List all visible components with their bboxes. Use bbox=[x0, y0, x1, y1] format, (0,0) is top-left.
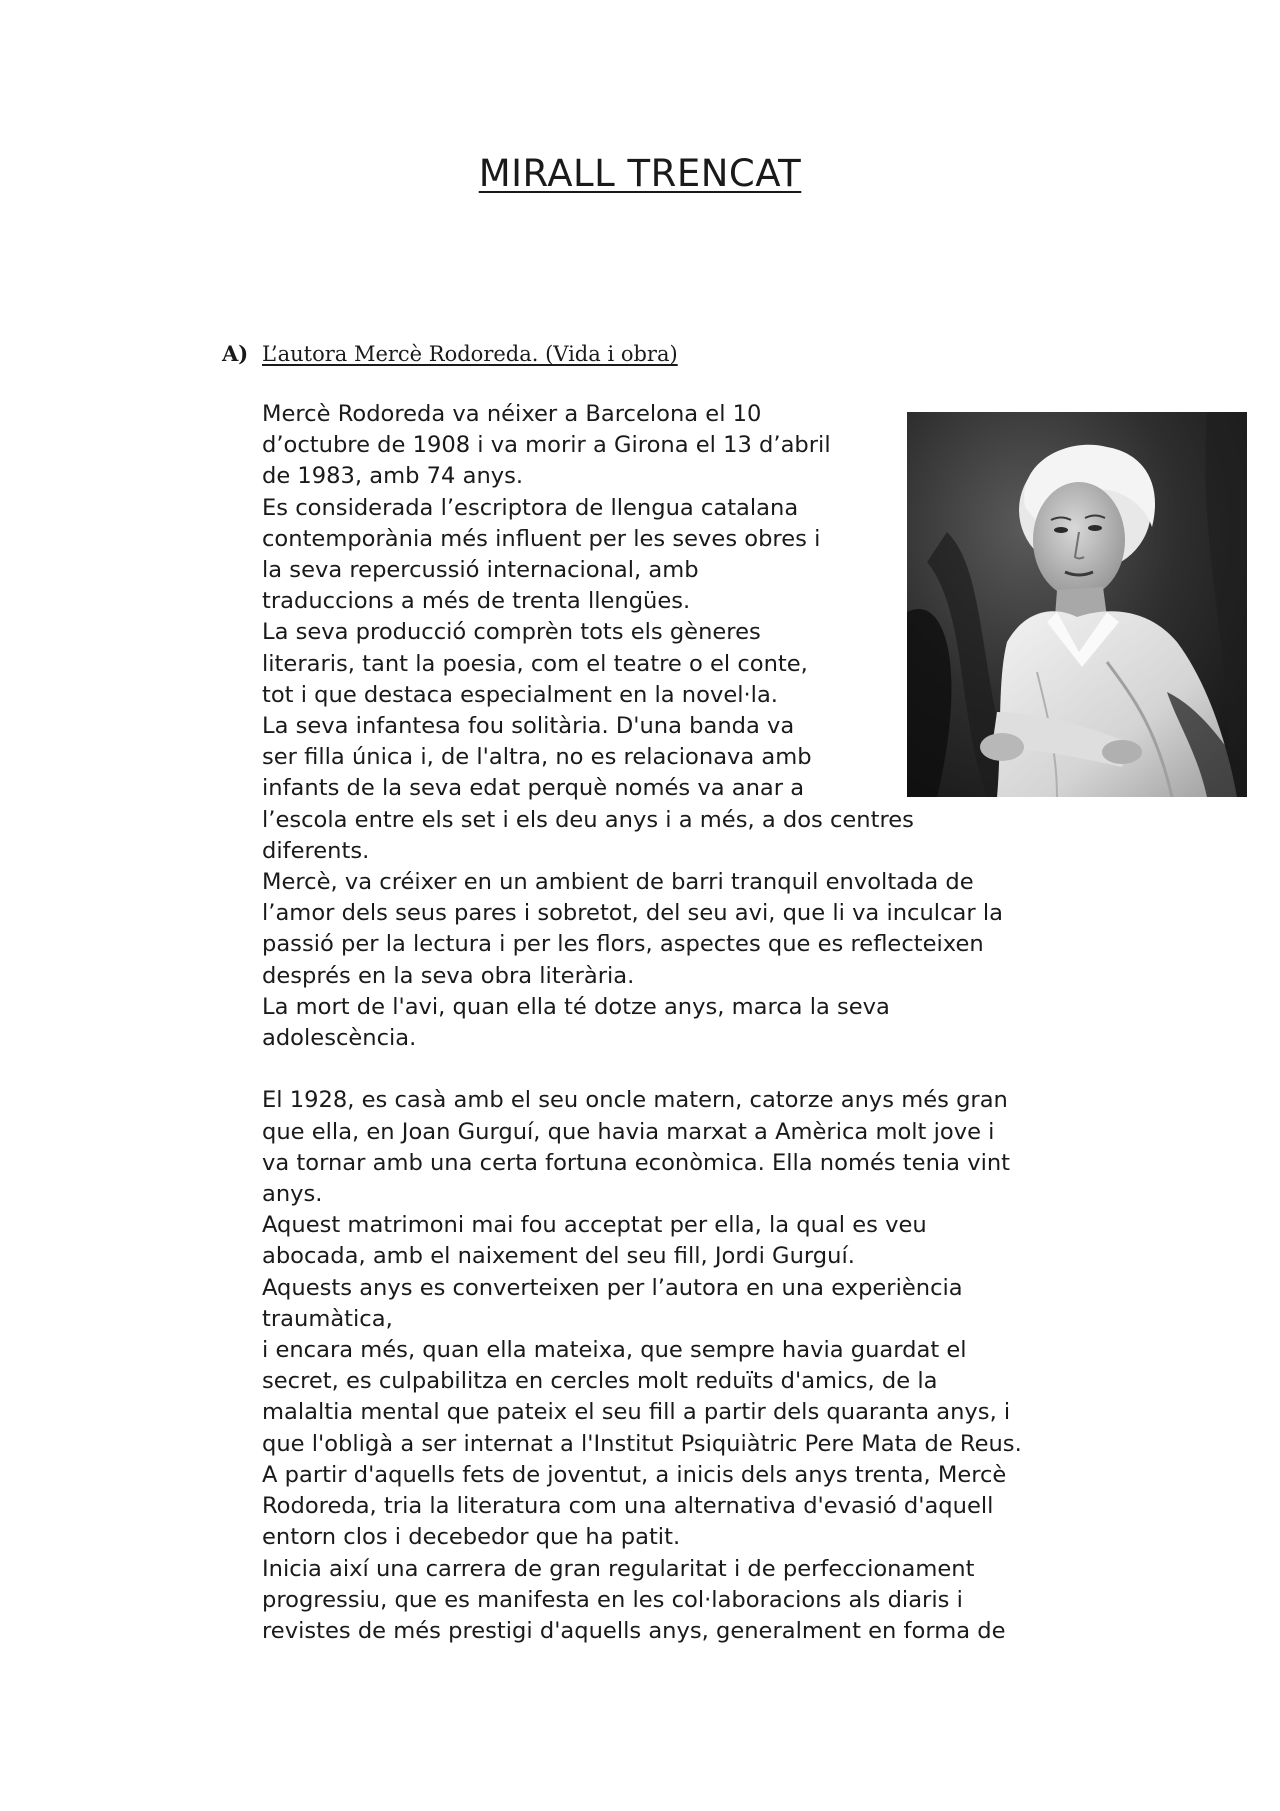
text-line: i encara més, quan ella mateixa, que sempre havia guardat el bbox=[262, 1337, 967, 1364]
text-line: d’octubre de 1908 i va morir a Girona el 13 d’abril bbox=[262, 432, 831, 459]
text-line: A partir d'aquells fets de joventut, a inicis dels anys trenta, Mercè bbox=[262, 1461, 1007, 1488]
section-heading-text: L’autora Mercè Rodoreda. (Vida i obra) bbox=[262, 342, 678, 366]
text-line: secret, es culpabilitza en cercles molt reduïts d'amics, de la bbox=[262, 1368, 938, 1395]
text-line: El 1928, es casà amb el seu oncle matern, catorze anys més gran bbox=[262, 1087, 1008, 1114]
text-line: Inicia així una carrera de gran regularitat i de perfeccionament bbox=[262, 1555, 975, 1582]
text-line: literaris, tant la poesia, com el teatre o el conte, bbox=[262, 650, 808, 677]
text-line: Mercè, va créixer en un ambient de barri tranquil envoltada de bbox=[262, 869, 974, 896]
text-line: la seva repercussió internacional, amb bbox=[262, 557, 699, 584]
text-line: adolescència. bbox=[262, 1025, 417, 1052]
text-line: l’escola entre els set i els deu anys i a més, a dos centres bbox=[262, 806, 914, 833]
text-line: Aquest matrimoni mai fou acceptat per ella, la qual es veu bbox=[262, 1212, 927, 1239]
text-line: La mort de l'avi, quan ella té dotze anys, marca la seva bbox=[262, 993, 890, 1020]
text-line: anys. bbox=[262, 1181, 323, 1208]
body-text bbox=[262, 399, 1132, 1647]
text-line: l’amor dels seus pares i sobretot, del seu avi, que li va inculcar la bbox=[262, 900, 1003, 927]
text-line: ser filla única i, de l'altra, no es relacionava amb bbox=[262, 744, 812, 771]
text-line: Mercè Rodoreda va néixer a Barcelona el 10 bbox=[262, 401, 762, 427]
text-line: entorn clos i decebedor que ha patit. bbox=[262, 1524, 681, 1551]
paragraph-break bbox=[262, 1054, 1132, 1085]
text-line: abocada, amb el naixement del seu fill, Jordi Gurguí. bbox=[262, 1243, 855, 1270]
text-line: passió per la lectura i per les flors, aspectes que es reflecteixen bbox=[262, 931, 984, 958]
text-line: La seva infantesa fou solitària. D'una banda va bbox=[262, 713, 795, 740]
text-line: diferents. bbox=[262, 837, 370, 864]
text-line: traduccions a més de trenta llengües. bbox=[262, 588, 691, 615]
text-line: infants de la seva edat perquè només va anar a bbox=[262, 775, 805, 802]
document-title: MIRALL TRENCAT bbox=[478, 152, 802, 195]
text-line: de 1983, amb 74 anys. bbox=[262, 463, 524, 490]
text-line: revistes de més prestigi d'aquells anys, generalment en forma de bbox=[262, 1617, 1006, 1644]
text-line: Es considerada l’escriptora de llengua catalana bbox=[262, 494, 799, 521]
text-line: Rodoreda, tria la literatura com una alternativa d'evasió d'aquell bbox=[262, 1493, 994, 1520]
text-line: Aquests anys es converteixen per l’autora en una experiència bbox=[262, 1274, 963, 1301]
text-line: La seva producció comprèn tots els gèneres bbox=[262, 619, 761, 646]
text-line: va tornar amb una certa fortuna econòmica. Ella només tenia vint bbox=[262, 1149, 1011, 1176]
text-line: contemporània més influent per les seves obres i bbox=[262, 525, 821, 552]
text-line: que l'obligà a ser internat a l'Institut Psiquiàtric Pere Mata de Reus. bbox=[262, 1430, 1022, 1457]
text-line: que ella, en Joan Gurguí, que havia marxat a Amèrica molt jove i bbox=[262, 1118, 995, 1145]
text-line: progressiu, que es manifesta en les col·laboracions als diaris i bbox=[262, 1586, 963, 1613]
section-marker: A) bbox=[222, 341, 249, 366]
text-line: traumàtica, bbox=[262, 1305, 393, 1332]
text-line: després en la seva obra literària. bbox=[262, 962, 635, 989]
section-heading bbox=[222, 341, 678, 366]
text-line: tot i que destaca especialment en la novel·la. bbox=[262, 681, 778, 708]
text-line: malaltia mental que pateix el seu fill a partir dels quaranta anys, i bbox=[262, 1399, 1011, 1426]
